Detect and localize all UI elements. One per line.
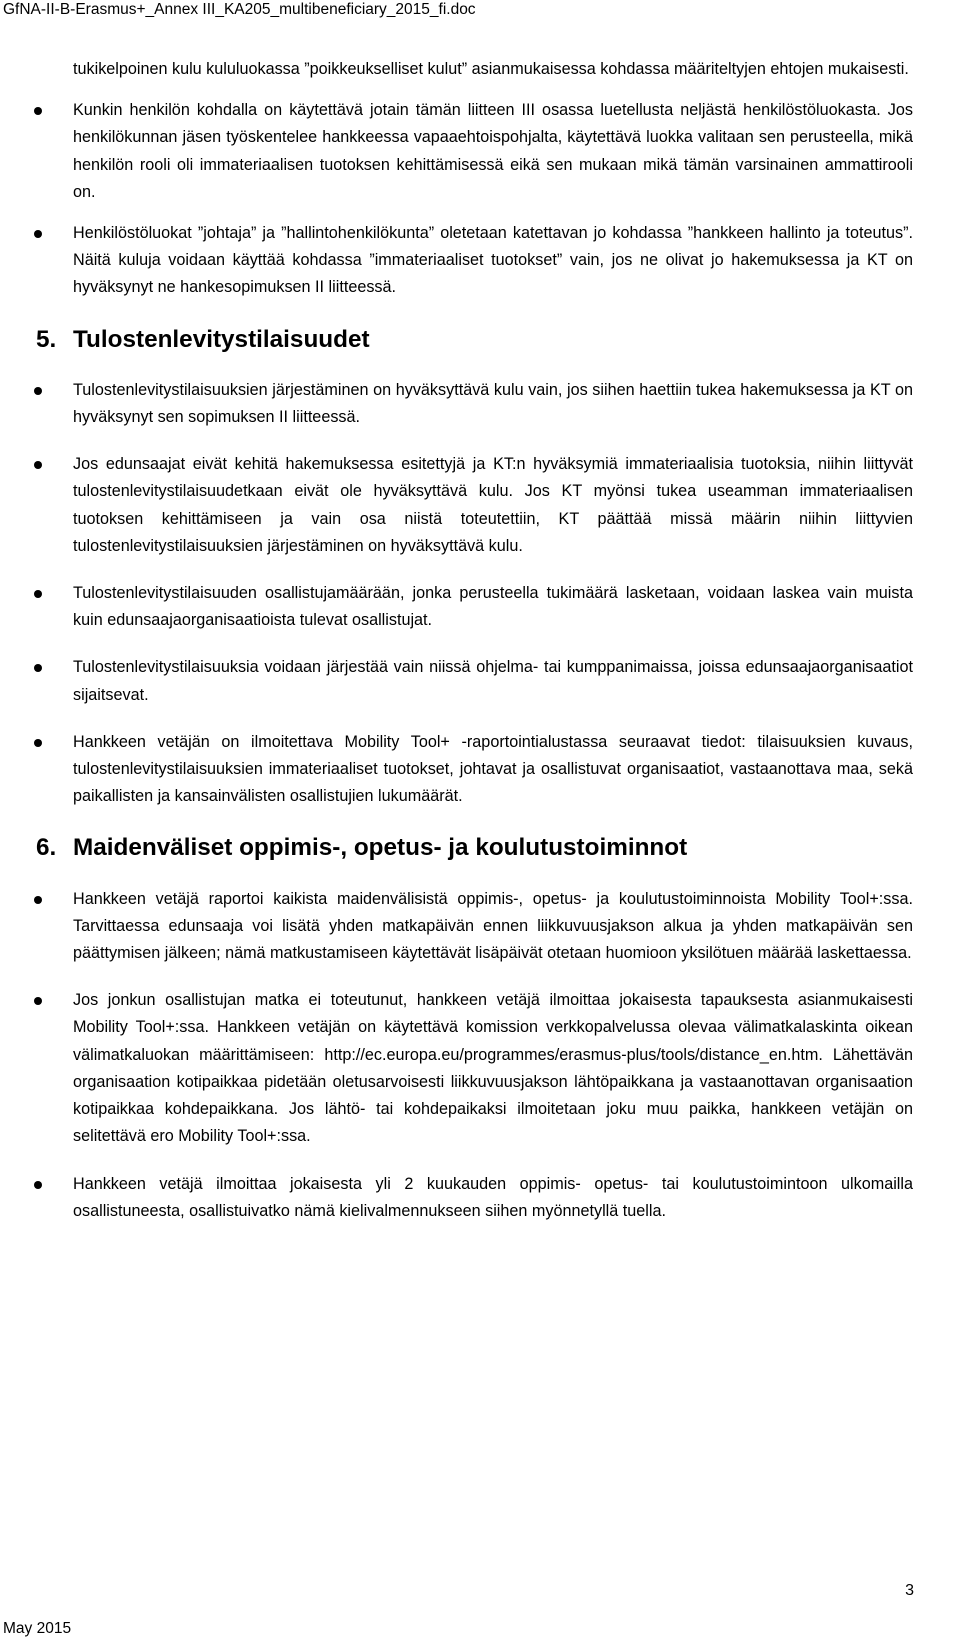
list-item-text: Tulostenlevitystilaisuuden osallistujamäärään, jonka perusteella tukimäärä lasketaan, voidaan laskea vain muista kuin edunsaajaorganisaatioista tulevat osallistujat. xyxy=(73,584,913,630)
page-number: 3 xyxy=(905,1582,914,1599)
list-item xyxy=(73,580,913,634)
document-body xyxy=(36,56,913,1225)
bullet-icon xyxy=(34,739,42,747)
list-item-text: Hankkeen vetäjä raportoi kaikista maidenvälisistä oppimis-, opetus- ja koulutustoiminnoista Mobility Tool+:ssa. Tarvittaessa edunsaaja voi lisätä yhden matkapäivän ennen liikkuvuusjakson alkua ja yhden matkapäivän sen päättymisen jälkeen; nämä matkustamiseen käytettävät lisäpäivät otetaan huomioon yksilötuen määrää laskettaessa. xyxy=(73,889,913,963)
section-6-heading xyxy=(36,834,913,862)
list-item-text: Kunkin henkilön kohdalla on käytettävä jotain tämän liitteen III osassa luetellusta neljästä henkilöstöluokasta. Jos henkilökunnan jäsen työskentelee hankkeessa vapaaehtoispohjalta, käytettävä luokka valitaan sen perusteella, mikä henkilön rooli oli immateriaalisen tuotoksen kehittämisessä eikä sen mukaan mikä tämän varsinainen ammattirooli on. xyxy=(73,101,913,201)
list-item-text: Hankkeen vetäjä ilmoittaa jokaisesta yli 2 kuukauden oppimis- opetus- tai koulutustoimintoon ulkomailla osallistuneesta, osallistuivatko nämä kielivalmennukseen siihen myönnetyllä tuella. xyxy=(73,1174,913,1220)
bullet-icon xyxy=(34,896,42,904)
list-item xyxy=(73,97,913,206)
list-item-text: Hankkeen vetäjän on ilmoitettava Mobility Tool+ -raportointialustassa seuraavat tiedot: tilaisuuksien kuvaus, tulostenlevitystilaisuuksien immateriaaliset tuotokset, johtavat ja osallistuvat organisaatiot, vastaanottava maa, sekä paikallisten ja kansainvälisten osallistujien lukumäärät. xyxy=(73,732,913,806)
bullet-icon xyxy=(34,461,42,469)
list-item xyxy=(73,1171,913,1225)
list-item-text: Tulostenlevitystilaisuuksia voidaan järjestää vain niissä ohjelma- tai kumppanimaissa, joissa edunsaajaorganisaatiot sijaitsevat. xyxy=(73,658,913,704)
section-6-number: 6. xyxy=(36,834,57,862)
section-5-title: Tulostenlevitystilaisuudet xyxy=(73,325,370,353)
section-6-title: Maidenväliset oppimis-, opetus- ja koulutustoiminnot xyxy=(73,834,688,862)
list-item xyxy=(73,654,913,708)
document-filename: GfNA-II-B-Erasmus+_Annex III_KA205_multibeneficiary_2015_fi.doc xyxy=(3,1,476,18)
bullet-icon xyxy=(34,230,42,238)
section-5-number: 5. xyxy=(36,325,57,353)
list-item xyxy=(73,377,913,431)
bullet-icon xyxy=(34,664,42,672)
list-item-text: Tulostenlevitystilaisuuksien järjestäminen on hyväksyttävä kulu vain, jos siihen haettiin tukea hakemuksessa ja KT on hyväksynyt sen sopimuksen II liitteessä. xyxy=(73,380,913,427)
bullet-list-section-6 xyxy=(73,886,913,1225)
list-item-text: Henkilöstöluokat ”johtaja” ja ”hallintohenkilökunta” oletetaan katettavan jo kohdassa ”hankkeen hallinto ja toteutus”. Näitä kuluja voidaan käyttää kohdassa ”immateriaaliset tuotokset” vain, jos ne olivat jo hakemuksessa ja KT on hyväksynyt ne hankesopimuksen II liitteessä. xyxy=(73,224,913,297)
bullet-icon xyxy=(34,107,42,115)
list-item xyxy=(73,451,913,560)
list-item xyxy=(73,220,913,302)
list-item xyxy=(73,886,913,968)
bullet-icon xyxy=(34,1181,42,1189)
bullet-icon xyxy=(34,590,42,598)
list-item xyxy=(73,987,913,1150)
intro-paragraph: tukikelpoinen kulu kululuokassa ”poikkeukselliset kulut” asianmukaisessa kohdassa määriteltyjen ehtojen mukaisesti. xyxy=(73,60,909,78)
footer-date: May 2015 xyxy=(3,1620,72,1637)
bullet-icon xyxy=(34,387,42,395)
bullet-list-section-5 xyxy=(73,377,913,811)
list-item xyxy=(73,729,913,811)
list-item-text: Jos edunsaajat eivät kehitä hakemuksessa esitettyjä ja KT:n hyväksymiä immateriaalisia tuotoksia, niihin liittyvät tulostenlevitystilaisuudetkaan eivät ole hyväksyttävä kulu. Jos KT myönsi tukea useamman immateriaalisen tuotoksen kehittämiseen ja vain osa niistä toteutettiin, KT päättää missä määrin niihin liittyvien tulostenlevitystilaisuuksien järjestäminen on hyväksyttävä kulu. xyxy=(73,455,913,555)
section-5-heading xyxy=(36,325,913,353)
list-item-text: Jos jonkun osallistujan matka ei toteutunut, hankkeen vetäjä ilmoittaa jokaisesta tapauksesta asianmukaisesti Mobility Tool+:ssa. Hankkeen vetäjän on käytettävä komission verkkopalvelussa olevaa välimatkalaskinta oikean välimatkaluokan määrittämiseen: http://ec.europa.eu/programmes/erasmus-plus/tools/distance_en.htm. Lähettävän organisaation kotipaikkaa pidetään oletusarvoisesti liikkuvuusjakson lähtöpaikkana ja vastaanottavan organisaation kotipaikkaa kohdepaikkana. Jos lähtö- tai kohdepaikaksi ilmoitetaan joku muu paikka, hankkeen vetäjän on selitettävä ero Mobility Tool+:ssa. xyxy=(73,991,913,1146)
bullet-icon xyxy=(34,997,42,1005)
bullet-list-staff xyxy=(73,97,913,301)
